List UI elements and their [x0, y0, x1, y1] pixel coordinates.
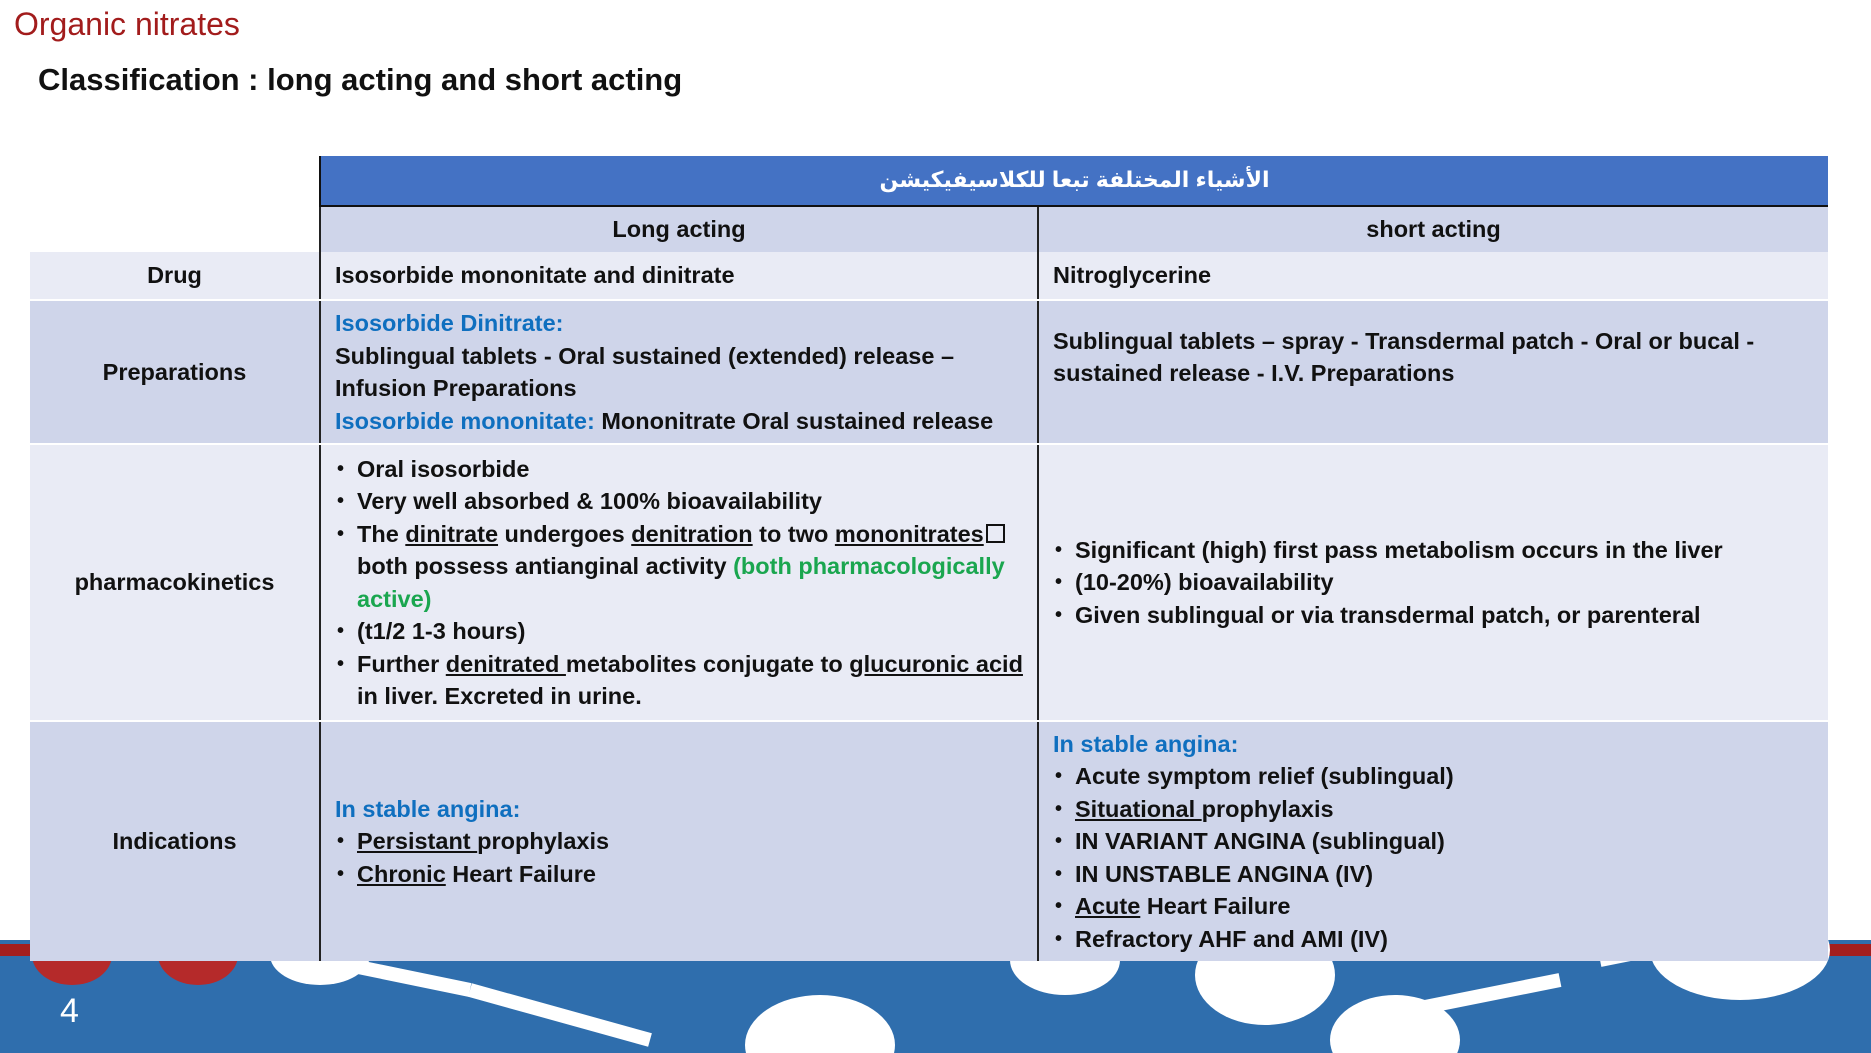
indications-short-title: In stable angina:	[1053, 730, 1239, 757]
prep-mononitrate-text: Mononitrate Oral sustained release	[594, 407, 994, 434]
list-item	[357, 648, 1023, 713]
corner-blank	[30, 156, 320, 206]
prep-mononitrate	[335, 405, 1023, 438]
prep-mononitrate-colon: :	[587, 407, 595, 434]
list-item: • Oral isosorbide	[357, 453, 1023, 486]
page-number: 4	[60, 992, 79, 1030]
list-item	[1075, 890, 1814, 923]
ind-text: Heart Failure	[1140, 893, 1291, 920]
pk-underlined: dinitrate	[405, 520, 499, 547]
ind-text: prophylaxis	[477, 828, 610, 855]
prep-dinitrate-title: Isosorbide Dinitrate:	[335, 310, 564, 336]
col-header-long: Long acting	[320, 206, 1038, 252]
pk-text: Further	[357, 650, 446, 677]
pk-green-note: (both pharmacologically active)	[357, 553, 1005, 612]
ind-text: prophylaxis	[1201, 795, 1334, 822]
drug-long: Isosorbide mononitate and dinitrate	[320, 252, 1038, 300]
indications-long	[320, 721, 1038, 961]
pharmacokinetics-long	[320, 444, 1038, 721]
indications-short-list	[1053, 760, 1814, 955]
classification-table	[30, 156, 1828, 961]
ind-underlined: Chronic	[357, 860, 446, 887]
checkbox-icon	[986, 524, 1005, 543]
list-item: • Significant (high) first pass metabolism occurs in the liver	[1075, 534, 1814, 567]
row-label-pharmacokinetics: pharmacokinetics	[30, 444, 320, 721]
list-item: • Given sublingual or via transdermal patch, or parenteral	[1075, 599, 1814, 632]
list-item: • (10-20%) bioavailability	[1075, 566, 1814, 599]
list-item: • Refractory AHF and AMI (IV)	[1075, 923, 1814, 956]
list-item: • IN VARIANT ANGINA (sublingual)	[1075, 825, 1814, 858]
pk-text: to two	[752, 520, 835, 547]
list-item	[357, 858, 1023, 891]
pk-underlined: glucuronic acid	[849, 650, 1023, 677]
pk-text: undergoes	[498, 520, 632, 547]
prep-dinitrate-line2: Infusion Preparations	[335, 375, 577, 401]
list-item	[357, 518, 1023, 616]
arabic-header: الأشياء المختلفة تبعا للكلاسيفيكيشن	[320, 156, 1828, 206]
pk-short-list	[1053, 534, 1814, 632]
pk-long-list	[335, 453, 1023, 713]
indications-short	[1038, 721, 1828, 961]
prep-dinitrate-line1: Sublingual tablets - Oral sustained (extended) release –	[335, 342, 955, 369]
preparations-short: Sublingual tablets – spray - Transdermal patch - Oral or bucal - sustained release - I.V. Preparations	[1038, 300, 1828, 444]
list-item: • Very well absorbed & 100% bioavailability	[357, 485, 1023, 518]
drug-short: Nitroglycerine	[1038, 252, 1828, 300]
pk-underlined: denitrated	[445, 650, 566, 677]
ind-underlined: Persistant	[357, 828, 478, 855]
pk-text: The	[357, 520, 406, 547]
pk-underlined: mononitrates	[834, 520, 984, 547]
slide-heading: Organic nitrates	[14, 6, 240, 42]
pk-text: in liver. Excreted in urine.	[357, 683, 642, 709]
table-row-pharmacokinetics	[30, 444, 1828, 721]
indications-long-title: In stable angina:	[335, 795, 521, 822]
preparations-long	[320, 300, 1038, 444]
list-item: • (t1/2 1-3 hours)	[357, 615, 1023, 648]
row-label-drug: Drug	[30, 252, 320, 300]
pk-underlined: denitration	[631, 520, 753, 547]
table-row-preparations	[30, 300, 1828, 444]
row-label-preparations: Preparations	[30, 300, 320, 444]
list-item: • IN UNSTABLE ANGINA (IV)	[1075, 858, 1814, 891]
row-label-indications: Indications	[30, 721, 320, 961]
list-item: • Acute symptom relief (sublingual)	[1075, 760, 1814, 793]
prep-mononitrate-title: Isosorbide mononitate	[335, 407, 587, 434]
table-row-drug	[30, 252, 1828, 300]
col-header-short: short acting	[1038, 206, 1828, 252]
indications-long-list	[335, 825, 1023, 890]
pk-text: metabolites conjugate to	[565, 650, 850, 677]
table-row-indications	[30, 721, 1828, 961]
slide-subtitle: Classification : long acting and short acting	[38, 62, 683, 97]
ind-underlined: Situational	[1075, 795, 1202, 822]
pk-text: both possess antianginal activity	[357, 553, 734, 579]
pharmacokinetics-short	[1038, 444, 1828, 721]
ind-text: Heart Failure	[445, 860, 596, 887]
corner-blank-2	[30, 206, 320, 252]
list-item	[357, 825, 1023, 858]
list-item	[1075, 793, 1814, 826]
ind-underlined: Acute	[1075, 893, 1141, 920]
